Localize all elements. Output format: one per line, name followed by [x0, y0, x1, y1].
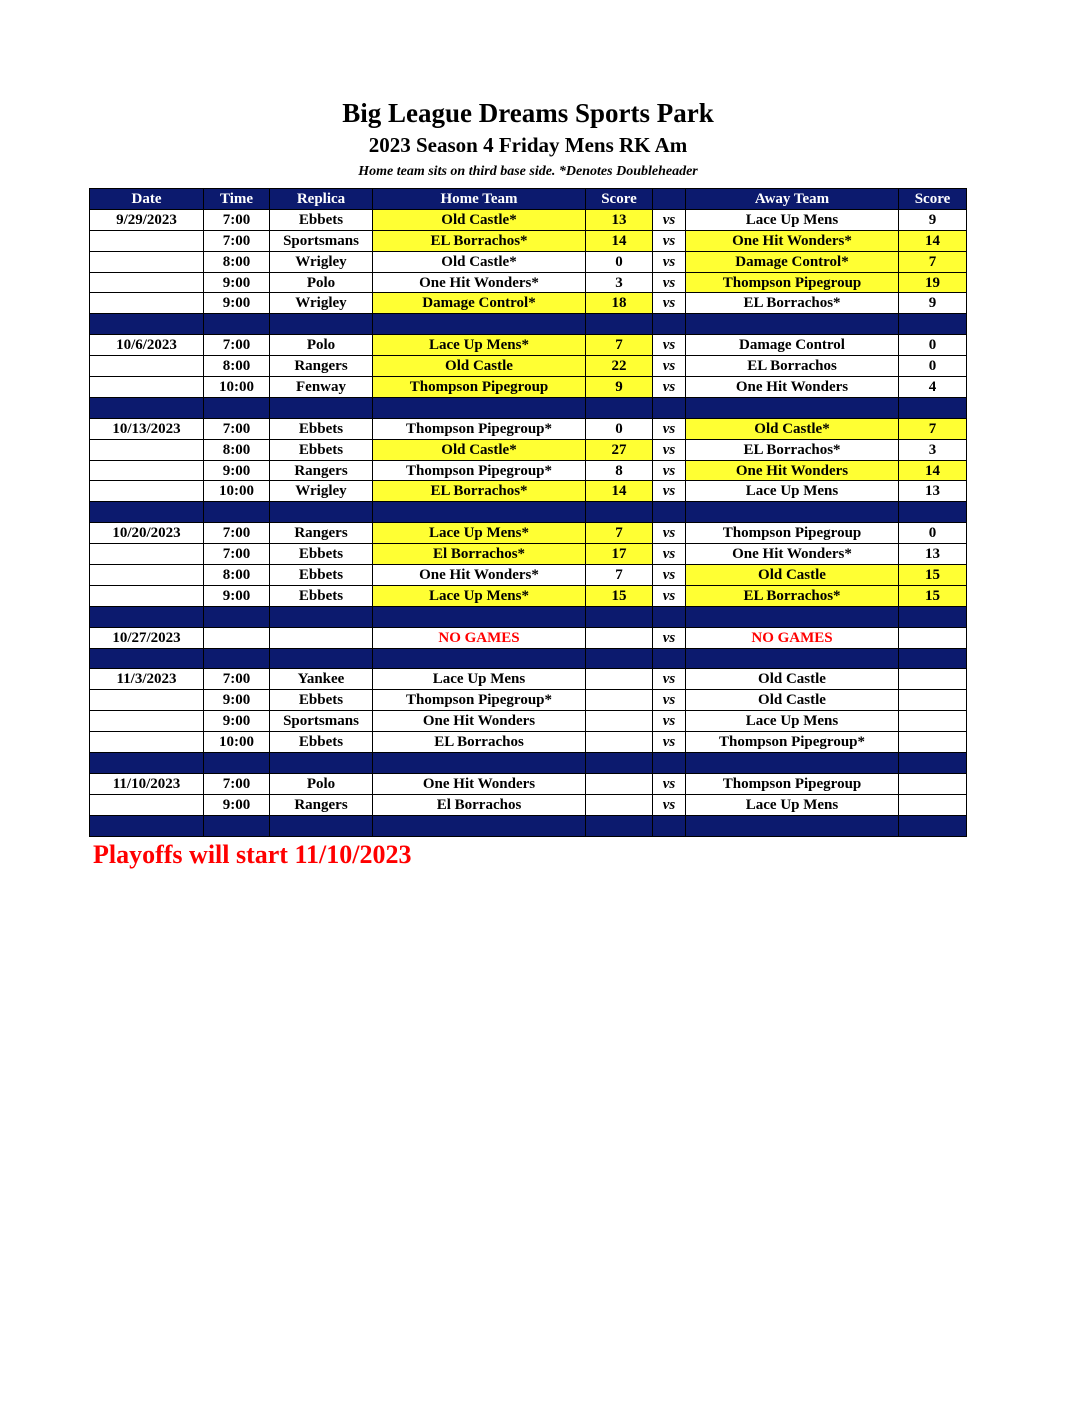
home-team-cell: Old Castle*	[373, 251, 586, 272]
home-score-cell: 13	[586, 209, 653, 230]
away-team-cell: One Hit Wonders*	[686, 230, 899, 251]
away-team-cell: EL Borrachos	[686, 356, 899, 377]
home-team-cell: Thompson Pipegroup*	[373, 690, 586, 711]
separator-cell	[586, 606, 653, 627]
replica-field-cell: Ebbets	[270, 732, 373, 753]
home-score-cell	[586, 794, 653, 815]
away-score-cell: 9	[899, 209, 967, 230]
col-header-home-team: Home Team	[373, 189, 586, 210]
schedule-body	[90, 209, 967, 836]
away-score-cell: 9	[899, 293, 967, 314]
separator-cell	[653, 648, 686, 669]
away-score-cell: 7	[899, 418, 967, 439]
home-score-cell: 0	[586, 418, 653, 439]
col-header-replica: Replica	[270, 189, 373, 210]
replica-field-cell: Fenway	[270, 377, 373, 398]
away-score-cell: 7	[899, 251, 967, 272]
col-header-time: Time	[204, 189, 270, 210]
week-separator-row	[90, 314, 967, 335]
schedule-table	[89, 188, 967, 837]
table-row	[90, 627, 967, 648]
date-cell	[90, 711, 204, 732]
table-row	[90, 460, 967, 481]
table-row	[90, 794, 967, 815]
home-score-cell: 18	[586, 293, 653, 314]
date-cell	[90, 481, 204, 502]
away-score-cell: 0	[899, 523, 967, 544]
separator-cell	[204, 314, 270, 335]
replica-field-cell: Rangers	[270, 794, 373, 815]
separator-cell	[899, 753, 967, 774]
replica-field-cell: Ebbets	[270, 565, 373, 586]
separator-cell	[270, 502, 373, 523]
home-team-cell: EL Borrachos*	[373, 230, 586, 251]
vs-cell: vs	[653, 272, 686, 293]
away-team-cell: NO GAMES	[686, 627, 899, 648]
replica-field-cell: Wrigley	[270, 481, 373, 502]
separator-cell	[204, 648, 270, 669]
separator-cell	[653, 397, 686, 418]
separator-cell	[204, 606, 270, 627]
date-cell	[90, 377, 204, 398]
date-cell	[90, 356, 204, 377]
vs-cell: vs	[653, 565, 686, 586]
away-score-cell: 4	[899, 377, 967, 398]
home-team-cell: Old Castle	[373, 356, 586, 377]
away-team-cell: Thompson Pipegroup*	[686, 732, 899, 753]
date-cell: 11/3/2023	[90, 669, 204, 690]
separator-cell	[899, 606, 967, 627]
home-team-cell: El Borrachos	[373, 794, 586, 815]
week-separator-row	[90, 648, 967, 669]
replica-field-cell: Rangers	[270, 523, 373, 544]
table-row	[90, 439, 967, 460]
separator-cell	[373, 314, 586, 335]
separator-cell	[899, 397, 967, 418]
vs-cell: vs	[653, 711, 686, 732]
home-team-cell: One Hit Wonders	[373, 773, 586, 794]
vs-cell: vs	[653, 523, 686, 544]
time-cell: 7:00	[204, 418, 270, 439]
time-cell: 7:00	[204, 669, 270, 690]
replica-field-cell: Ebbets	[270, 439, 373, 460]
away-score-cell: 14	[899, 230, 967, 251]
away-team-cell: Damage Control	[686, 335, 899, 356]
home-score-cell: 9	[586, 377, 653, 398]
separator-cell	[686, 753, 899, 774]
playoffs-notice: Playoffs will start 11/10/2023	[93, 840, 412, 869]
time-cell: 9:00	[204, 272, 270, 293]
vs-cell: vs	[653, 794, 686, 815]
home-score-cell: 17	[586, 544, 653, 565]
table-row	[90, 272, 967, 293]
separator-cell	[586, 397, 653, 418]
replica-field-cell: Polo	[270, 335, 373, 356]
separator-cell	[204, 753, 270, 774]
date-cell	[90, 732, 204, 753]
separator-cell	[373, 397, 586, 418]
separator-cell	[586, 753, 653, 774]
replica-field-cell: Rangers	[270, 356, 373, 377]
home-team-cell: NO GAMES	[373, 627, 586, 648]
date-cell: 10/6/2023	[90, 335, 204, 356]
home-team-cell: Lace Up Mens	[373, 669, 586, 690]
separator-cell	[686, 815, 899, 836]
table-row	[90, 711, 967, 732]
away-team-cell: Damage Control*	[686, 251, 899, 272]
time-cell: 9:00	[204, 711, 270, 732]
home-score-cell	[586, 773, 653, 794]
away-team-cell: One Hit Wonders	[686, 460, 899, 481]
separator-cell	[899, 502, 967, 523]
vs-cell: vs	[653, 418, 686, 439]
away-score-cell: 13	[899, 544, 967, 565]
away-team-cell: Lace Up Mens	[686, 481, 899, 502]
date-cell	[90, 439, 204, 460]
separator-cell	[899, 314, 967, 335]
separator-cell	[373, 606, 586, 627]
vs-cell: vs	[653, 356, 686, 377]
home-score-cell	[586, 669, 653, 690]
away-team-cell: Old Castle	[686, 669, 899, 690]
home-score-cell: 0	[586, 251, 653, 272]
date-cell	[90, 230, 204, 251]
separator-cell	[270, 648, 373, 669]
time-cell: 7:00	[204, 230, 270, 251]
away-score-cell: 15	[899, 565, 967, 586]
separator-cell	[373, 815, 586, 836]
home-team-cell: One Hit Wonders*	[373, 565, 586, 586]
table-row	[90, 293, 967, 314]
separator-cell	[586, 314, 653, 335]
date-cell	[90, 251, 204, 272]
away-score-cell	[899, 794, 967, 815]
away-score-cell	[899, 669, 967, 690]
vs-cell: vs	[653, 377, 686, 398]
home-team-cell: EL Borrachos*	[373, 481, 586, 502]
date-cell	[90, 460, 204, 481]
home-team-cell: Thompson Pipegroup	[373, 377, 586, 398]
time-cell: 7:00	[204, 209, 270, 230]
date-cell	[90, 293, 204, 314]
away-score-cell: 19	[899, 272, 967, 293]
date-cell	[90, 544, 204, 565]
away-score-cell	[899, 690, 967, 711]
date-cell	[90, 272, 204, 293]
vs-cell: vs	[653, 251, 686, 272]
table-row	[90, 335, 967, 356]
home-score-cell: 15	[586, 585, 653, 606]
away-team-cell: EL Borrachos*	[686, 585, 899, 606]
time-cell: 8:00	[204, 251, 270, 272]
date-cell	[90, 585, 204, 606]
home-score-cell: 7	[586, 335, 653, 356]
separator-cell	[90, 753, 204, 774]
col-header-date: Date	[90, 189, 204, 210]
home-team-cell: Lace Up Mens*	[373, 523, 586, 544]
home-team-cell: Old Castle*	[373, 439, 586, 460]
vs-cell: vs	[653, 585, 686, 606]
replica-field-cell: Yankee	[270, 669, 373, 690]
replica-field-cell	[270, 627, 373, 648]
vs-cell: vs	[653, 230, 686, 251]
vs-cell: vs	[653, 293, 686, 314]
separator-cell	[586, 815, 653, 836]
separator-cell	[270, 314, 373, 335]
away-score-cell: 14	[899, 460, 967, 481]
table-header-row	[90, 189, 967, 210]
away-team-cell: One Hit Wonders	[686, 377, 899, 398]
separator-cell	[373, 502, 586, 523]
week-separator-row	[90, 606, 967, 627]
separator-cell	[90, 397, 204, 418]
vs-cell: vs	[653, 732, 686, 753]
away-team-cell: Lace Up Mens	[686, 711, 899, 732]
table-row	[90, 773, 967, 794]
separator-cell	[270, 397, 373, 418]
table-row	[90, 251, 967, 272]
separator-cell	[686, 502, 899, 523]
vs-cell: vs	[653, 773, 686, 794]
away-team-cell: Lace Up Mens	[686, 794, 899, 815]
time-cell: 7:00	[204, 335, 270, 356]
home-score-cell	[586, 732, 653, 753]
vs-cell: vs	[653, 439, 686, 460]
vs-cell: vs	[653, 481, 686, 502]
away-team-cell: Old Castle	[686, 565, 899, 586]
away-team-cell: Thompson Pipegroup	[686, 523, 899, 544]
away-team-cell: Thompson Pipegroup	[686, 272, 899, 293]
vs-cell: vs	[653, 209, 686, 230]
time-cell: 10:00	[204, 732, 270, 753]
time-cell: 8:00	[204, 565, 270, 586]
separator-cell	[899, 648, 967, 669]
away-team-cell: EL Borrachos*	[686, 293, 899, 314]
week-separator-row	[90, 397, 967, 418]
table-row	[90, 481, 967, 502]
vs-cell: vs	[653, 627, 686, 648]
away-team-cell: Old Castle*	[686, 418, 899, 439]
replica-field-cell: Wrigley	[270, 293, 373, 314]
col-header-vs	[653, 189, 686, 210]
replica-field-cell: Sportsmans	[270, 711, 373, 732]
date-cell: 10/13/2023	[90, 418, 204, 439]
date-cell: 10/20/2023	[90, 523, 204, 544]
home-score-cell: 8	[586, 460, 653, 481]
table-row	[90, 669, 967, 690]
home-team-cell: El Borrachos*	[373, 544, 586, 565]
time-cell: 8:00	[204, 356, 270, 377]
home-team-cell: Old Castle*	[373, 209, 586, 230]
separator-cell	[653, 753, 686, 774]
week-separator-row	[90, 815, 967, 836]
home-team-cell: EL Borrachos	[373, 732, 586, 753]
table-row	[90, 565, 967, 586]
separator-cell	[90, 314, 204, 335]
separator-cell	[653, 606, 686, 627]
col-header-away-score: Score	[899, 189, 967, 210]
table-row	[90, 690, 967, 711]
home-team-cell: One Hit Wonders*	[373, 272, 586, 293]
separator-cell	[686, 314, 899, 335]
replica-field-cell: Polo	[270, 272, 373, 293]
away-score-cell: 3	[899, 439, 967, 460]
home-score-cell	[586, 627, 653, 648]
replica-field-cell: Wrigley	[270, 251, 373, 272]
separator-cell	[373, 648, 586, 669]
away-score-cell: 0	[899, 335, 967, 356]
away-score-cell	[899, 627, 967, 648]
home-score-cell: 22	[586, 356, 653, 377]
separator-cell	[653, 502, 686, 523]
home-team-cell: Thompson Pipegroup*	[373, 418, 586, 439]
away-score-cell: 15	[899, 585, 967, 606]
separator-cell	[204, 397, 270, 418]
week-separator-row	[90, 502, 967, 523]
replica-field-cell: Ebbets	[270, 418, 373, 439]
time-cell: 8:00	[204, 439, 270, 460]
vs-cell: vs	[653, 544, 686, 565]
away-score-cell: 0	[899, 356, 967, 377]
time-cell: 9:00	[204, 293, 270, 314]
table-row	[90, 418, 967, 439]
page-subtitle: 2023 Season 4 Friday Mens RK Am	[368, 133, 688, 157]
date-cell	[90, 565, 204, 586]
vs-cell: vs	[653, 669, 686, 690]
separator-cell	[90, 815, 204, 836]
table-row	[90, 209, 967, 230]
vs-cell: vs	[653, 460, 686, 481]
separator-cell	[686, 648, 899, 669]
home-score-cell: 7	[586, 565, 653, 586]
replica-field-cell: Polo	[270, 773, 373, 794]
page-title: Big League Dreams Sports Park	[342, 98, 714, 128]
time-cell: 7:00	[204, 523, 270, 544]
home-score-cell: 7	[586, 523, 653, 544]
home-score-cell: 14	[586, 481, 653, 502]
away-team-cell: One Hit Wonders*	[686, 544, 899, 565]
separator-cell	[204, 502, 270, 523]
separator-cell	[270, 815, 373, 836]
table-row	[90, 585, 967, 606]
separator-cell	[270, 753, 373, 774]
home-team-cell: Lace Up Mens*	[373, 585, 586, 606]
replica-field-cell: Ebbets	[270, 209, 373, 230]
away-score-cell	[899, 773, 967, 794]
replica-field-cell: Ebbets	[270, 544, 373, 565]
away-team-cell: Old Castle	[686, 690, 899, 711]
home-team-cell: Thompson Pipegroup*	[373, 460, 586, 481]
home-team-cell: Lace Up Mens*	[373, 335, 586, 356]
away-score-cell	[899, 711, 967, 732]
separator-cell	[686, 397, 899, 418]
replica-field-cell: Ebbets	[270, 690, 373, 711]
time-cell: 9:00	[204, 794, 270, 815]
separator-cell	[90, 648, 204, 669]
schedule-note: Home team sits on third base side. *Denotes Doubleheader	[358, 164, 698, 179]
table-row	[90, 230, 967, 251]
home-score-cell	[586, 690, 653, 711]
date-cell	[90, 690, 204, 711]
time-cell	[204, 627, 270, 648]
separator-cell	[373, 753, 586, 774]
separator-cell	[204, 815, 270, 836]
replica-field-cell: Sportsmans	[270, 230, 373, 251]
home-score-cell	[586, 711, 653, 732]
date-cell	[90, 794, 204, 815]
separator-cell	[270, 606, 373, 627]
home-team-cell: One Hit Wonders	[373, 711, 586, 732]
replica-field-cell: Ebbets	[270, 585, 373, 606]
table-row	[90, 732, 967, 753]
away-score-cell: 13	[899, 481, 967, 502]
week-separator-row	[90, 753, 967, 774]
table-row	[90, 377, 967, 398]
separator-cell	[90, 606, 204, 627]
date-cell: 10/27/2023	[90, 627, 204, 648]
home-score-cell: 27	[586, 439, 653, 460]
home-team-cell: Damage Control*	[373, 293, 586, 314]
separator-cell	[586, 502, 653, 523]
separator-cell	[686, 606, 899, 627]
vs-cell: vs	[653, 335, 686, 356]
replica-field-cell: Rangers	[270, 460, 373, 481]
separator-cell	[653, 815, 686, 836]
time-cell: 7:00	[204, 544, 270, 565]
home-score-cell: 3	[586, 272, 653, 293]
time-cell: 10:00	[204, 481, 270, 502]
separator-cell	[90, 502, 204, 523]
col-header-home-score: Score	[586, 189, 653, 210]
away-team-cell: EL Borrachos*	[686, 439, 899, 460]
separator-cell	[586, 648, 653, 669]
date-cell: 9/29/2023	[90, 209, 204, 230]
time-cell: 9:00	[204, 690, 270, 711]
away-team-cell: Thompson Pipegroup	[686, 773, 899, 794]
time-cell: 9:00	[204, 585, 270, 606]
separator-cell	[653, 314, 686, 335]
time-cell: 9:00	[204, 460, 270, 481]
separator-cell	[899, 815, 967, 836]
away-score-cell	[899, 732, 967, 753]
table-row	[90, 523, 967, 544]
time-cell: 10:00	[204, 377, 270, 398]
table-row	[90, 544, 967, 565]
vs-cell: vs	[653, 690, 686, 711]
date-cell: 11/10/2023	[90, 773, 204, 794]
home-score-cell: 14	[586, 230, 653, 251]
table-row	[90, 356, 967, 377]
time-cell: 7:00	[204, 773, 270, 794]
away-team-cell: Lace Up Mens	[686, 209, 899, 230]
col-header-away-team: Away Team	[686, 189, 899, 210]
